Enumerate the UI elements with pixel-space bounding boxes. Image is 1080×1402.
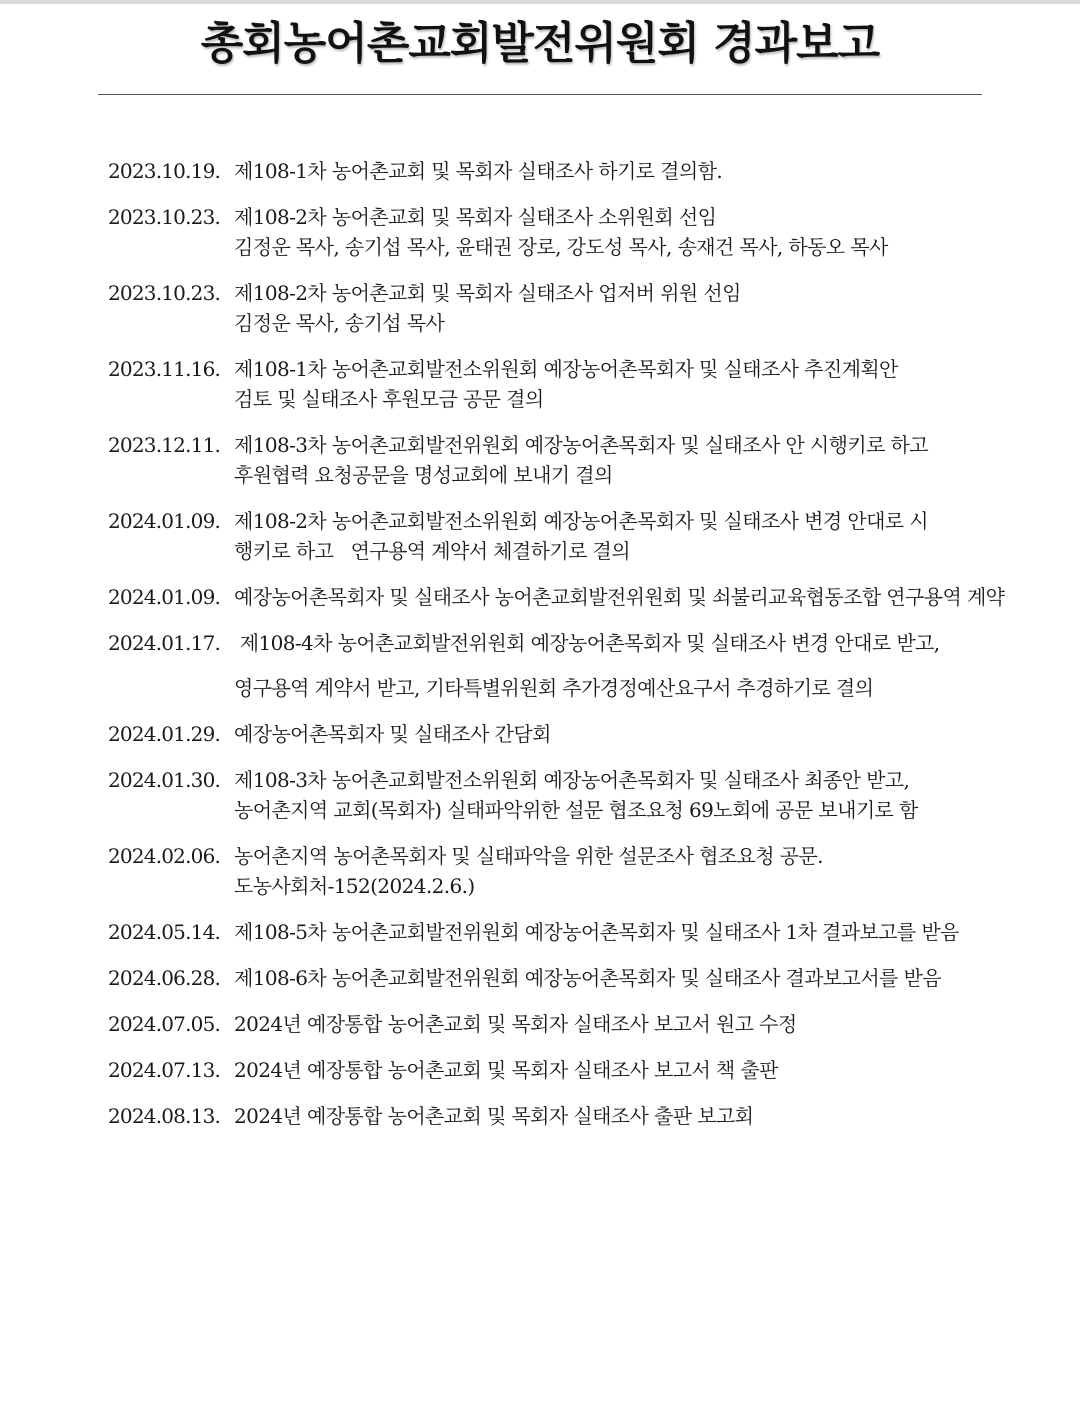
entry-date: 2023.12.11. [108,433,221,457]
document-title: 총회농어촌교회발전위원회 경과보고 [200,18,880,69]
report-entry [108,156,988,186]
entry-description [234,354,988,414]
top-border-strip [0,0,1080,4]
entry-date: 2024.02.06. [108,844,221,868]
entry-date: 2024.08.13. [108,1104,221,1128]
entry-date: 2024.01.09. [108,509,221,533]
report-entry [108,278,988,338]
report-entry [108,430,988,490]
report-entry [108,354,988,414]
entry-date: 2023.10.19. [108,159,221,183]
entry-line: 김정운 목사, 송기섭 목사, 윤태권 장로, 강도성 목사, 송재건 목사, 하동오 목사 [234,235,888,259]
report-entry [108,628,988,703]
entry-line: 제108-3차 농어촌교회발전소위원회 예장농어촌목회자 및 실태조사 최종안 받고, [234,768,910,792]
entry-description [234,765,988,825]
entry-line: 예장농어촌목회자 및 실태조사 간담회 [234,722,551,746]
entry-date: 2024.07.05. [108,1012,221,1036]
entry-line: 후원협력 요청공문을 명성교회에 보내기 결의 [234,463,613,487]
progress-report-list [108,156,1005,1147]
entry-date: 2024.01.09. [108,585,221,609]
entry-line: 도농사회처-152(2024.2.6.) [234,874,475,898]
entry-description [234,1009,988,1039]
entry-description [234,963,988,993]
report-entry [108,1101,988,1131]
entry-line: 제108-2차 농어촌교회 및 목회자 실태조사 업저버 위원 선임 [234,281,741,305]
entry-line: 2024년 예장통합 농어촌교회 및 목회자 실태조사 보고서 원고 수정 [234,1012,797,1036]
entry-description [234,582,1004,612]
entry-date: 2024.01.17. [108,631,221,655]
entry-line: 김정운 목사, 송기섭 목사 [234,311,445,335]
entry-line: 제108-6차 농어촌교회발전위원회 예장농어촌목회자 및 실태조사 결과보고서를 받음 [234,966,941,990]
entry-date: 2024.01.30. [108,768,221,792]
report-entry [108,1055,988,1085]
report-entry [108,841,988,901]
entry-line: 제108-1차 농어촌교회 및 목회자 실태조사 하기로 결의함. [234,159,723,183]
entry-line: 제108-5차 농어촌교회발전위원회 예장농어촌목회자 및 실태조사 1차 결과보고를 받음 [234,920,959,944]
entry-description [234,1101,988,1131]
title-divider [98,94,982,95]
entry-line: 제108-1차 농어촌교회발전소위원회 예장농어촌목회자 및 실태조사 추진계획안 [234,357,898,381]
report-entry [108,1009,988,1039]
entry-date: 2023.11.16. [108,357,221,381]
entry-description [234,628,988,703]
entry-line: 검토 및 실태조사 후원모금 공문 결의 [234,387,544,411]
report-entry [108,719,988,749]
entry-description [234,202,988,262]
entry-line: 제108-2차 농어촌교회발전소위원회 예장농어촌목회자 및 실태조사 변경 안대로 시 [234,509,928,533]
entry-line: 2024년 예장통합 농어촌교회 및 목회자 실태조사 보고서 책 출판 [234,1058,778,1082]
report-entry [108,917,988,947]
entry-description [234,278,988,338]
entry-line: 영구용역 계약서 받고, 기타특별위원회 추가경정예산요구서 추경하기로 결의 [234,676,874,700]
entry-date: 2023.10.23. [108,205,221,229]
entry-description [234,719,988,749]
entry-date: 2023.10.23. [108,281,221,305]
report-entry [108,506,988,566]
entry-date: 2024.06.28. [108,966,221,990]
report-entry [108,202,988,262]
entry-line: 제108-2차 농어촌교회 및 목회자 실태조사 소위원회 선임 [234,205,717,229]
entry-date: 2024.01.29. [108,722,221,746]
entry-description [234,841,988,901]
entry-description [234,430,988,490]
entry-line: 예장농어촌목회자 및 실태조사 농어촌교회발전위원회 및 쇠불리교육협동조합 연구용역 계약 [234,585,1005,609]
report-entry [108,963,988,993]
entry-description [234,1055,988,1085]
entry-line: 제108-4차 농어촌교회발전위원회 예장농어촌목회자 및 실태조사 변경 안대로 받고, [234,631,940,655]
entry-description [234,917,988,947]
entry-line: 농어촌지역 교회(목회자) 실태파악위한 설문 협조요청 69노회에 공문 보내기로 함 [234,798,918,822]
entry-line: 농어촌지역 농어촌목회자 및 실태파악을 위한 설문조사 협조요청 공문. [234,844,823,868]
report-entry [108,765,988,825]
report-entry [108,582,1005,612]
entry-date: 2024.07.13. [108,1058,221,1082]
entry-line: 제108-3차 농어촌교회발전위원회 예장농어촌목회자 및 실태조사 안 시행키로 하고 [234,433,928,457]
entry-line: 행키로 하고 연구용역 계약서 체결하기로 결의 [234,539,630,563]
entry-description [234,156,988,186]
entry-description [234,506,988,566]
entry-date: 2024.05.14. [108,920,221,944]
entry-line: 2024년 예장통합 농어촌교회 및 목회자 실태조사 출판 보고회 [234,1104,754,1128]
